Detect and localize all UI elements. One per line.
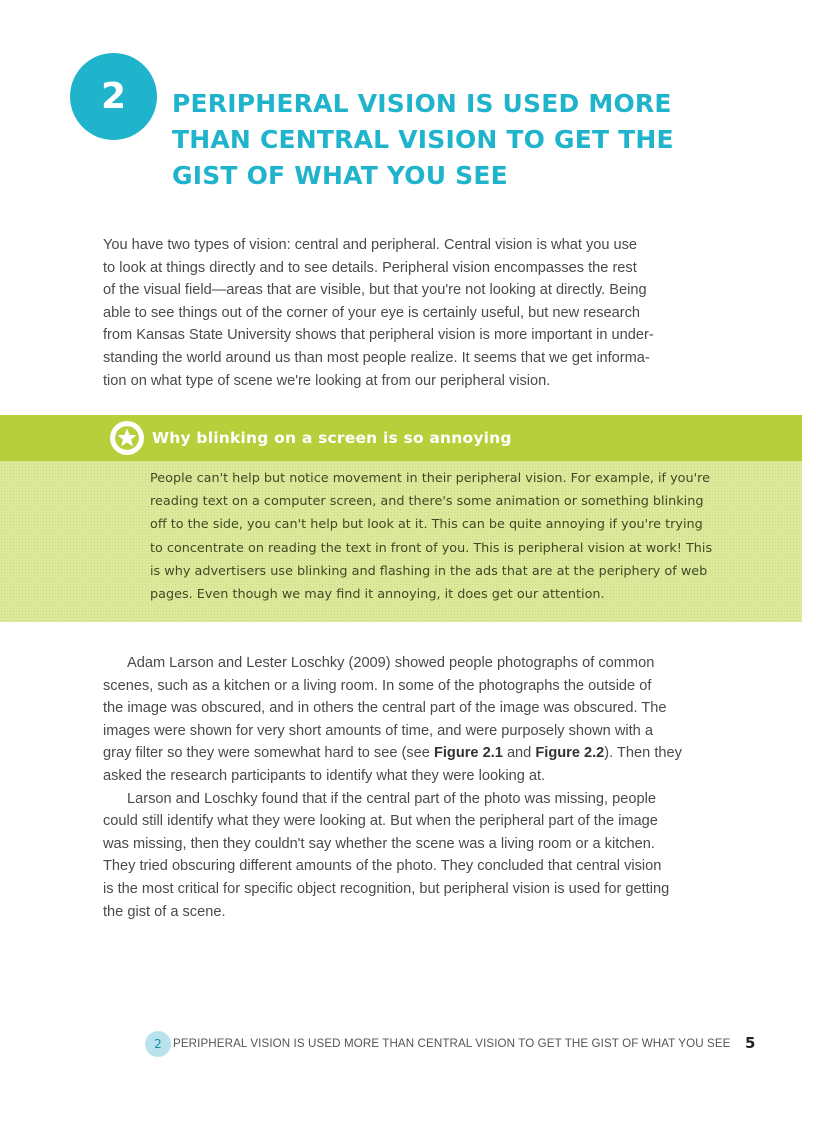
chapter-number-badge: 2 [70, 53, 157, 140]
text-line: tion on what type of scene we're looking at from our peripheral vision. [103, 372, 551, 389]
text-line: to concentrate on reading the text in front of you. This is peripheral vision at work! This [150, 540, 713, 556]
text-line: asked the research participants to identify what they were looking at. [103, 767, 546, 784]
text-line: scenes, such as a kitchen or a living room. In some of the photographs the outside of [103, 677, 652, 694]
text-line: able to see things out of the corner of your eye is certainly useful, but new research [103, 304, 641, 321]
text-line: is why advertisers use blinking and flashing in the ads that are at the periphery of web [150, 563, 708, 579]
text-line: off to the side, you can't help but look at it. This can be quite annoying if you're trying [150, 517, 703, 533]
intro-paragraph [103, 234, 723, 392]
text-line: images were shown for very short amounts of time, and were purposely shown with a [103, 722, 653, 739]
figure-reference: Figure 2.2 [535, 745, 605, 762]
callout-box [0, 415, 802, 622]
figure-reference: Figure 2.1 [433, 745, 503, 762]
text-line: Adam Larson and Lester Loschky (2009) showed people photographs of common [127, 655, 655, 671]
text-fragment: and [502, 745, 536, 762]
text-line: could still identify what they were looking at. But when the peripheral part of the image [103, 813, 658, 830]
chapter-title [172, 86, 732, 194]
text-line: is the most critical for specific object recognition, but peripheral vision is used for getting [103, 880, 670, 897]
chapter-title-line: PERIPHERAL VISION IS USED MORE [172, 89, 672, 118]
text-line: You have two types of vision: central and peripheral. Central vision is what you use [103, 237, 638, 253]
body-paragraph [103, 788, 723, 924]
text-line: the image was obscured, and in others the central part of the image was obscured. The [103, 700, 667, 717]
text-line: from Kansas State University shows that peripheral vision is more important in under- [103, 327, 654, 344]
text-fragment: ). Then they [604, 745, 682, 762]
text-line: of the visual field—areas that are visible, but that you're not looking at directly. Being [103, 282, 647, 299]
text-line: pages. Even though we may find it annoying, it does get our attention. [150, 587, 605, 603]
page-number: 5 [745, 1034, 756, 1052]
text-line [103, 742, 723, 765]
text-line: They tried obscuring different amounts of the photo. They concluded that central vision [103, 858, 662, 875]
text-line: People can't help but notice movement in their peripheral vision. For example, if you're [150, 471, 710, 486]
text-line: reading text on a computer screen, and there's some animation or something blinking [150, 494, 704, 510]
callout-title: Why blinking on a screen is so annoying [152, 429, 512, 447]
text-line: to look at things directly and to see details. Peripheral vision encompasses the rest [103, 259, 637, 276]
text-line: standing the world around us than most people realize. It seems that we get informa- [103, 349, 650, 366]
page-footer [145, 1030, 785, 1058]
footer-chapter-badge: 2 [145, 1031, 171, 1057]
text-line: Larson and Loschky found that if the central part of the photo was missing, people [127, 790, 656, 807]
star-icon [110, 421, 144, 455]
main-body [103, 652, 723, 923]
text-line: was missing, then they couldn't say whether the scene was a living room or a kitchen. [103, 835, 655, 852]
body-paragraph [103, 652, 723, 788]
chapter-title-line: GIST OF WHAT YOU SEE [172, 161, 508, 190]
text-line: the gist of a scene. [103, 903, 226, 920]
chapter-title-line: THAN CENTRAL VISION TO GET THE [172, 125, 674, 154]
callout-header [0, 415, 802, 461]
callout-text [150, 467, 750, 606]
running-title: PERIPHERAL VISION IS USED MORE THAN CENTRAL VISION TO GET THE GIST OF WHAT YOU SEE [173, 1037, 731, 1050]
text-fragment: gray filter so they were somewhat hard to see (see [103, 745, 434, 762]
